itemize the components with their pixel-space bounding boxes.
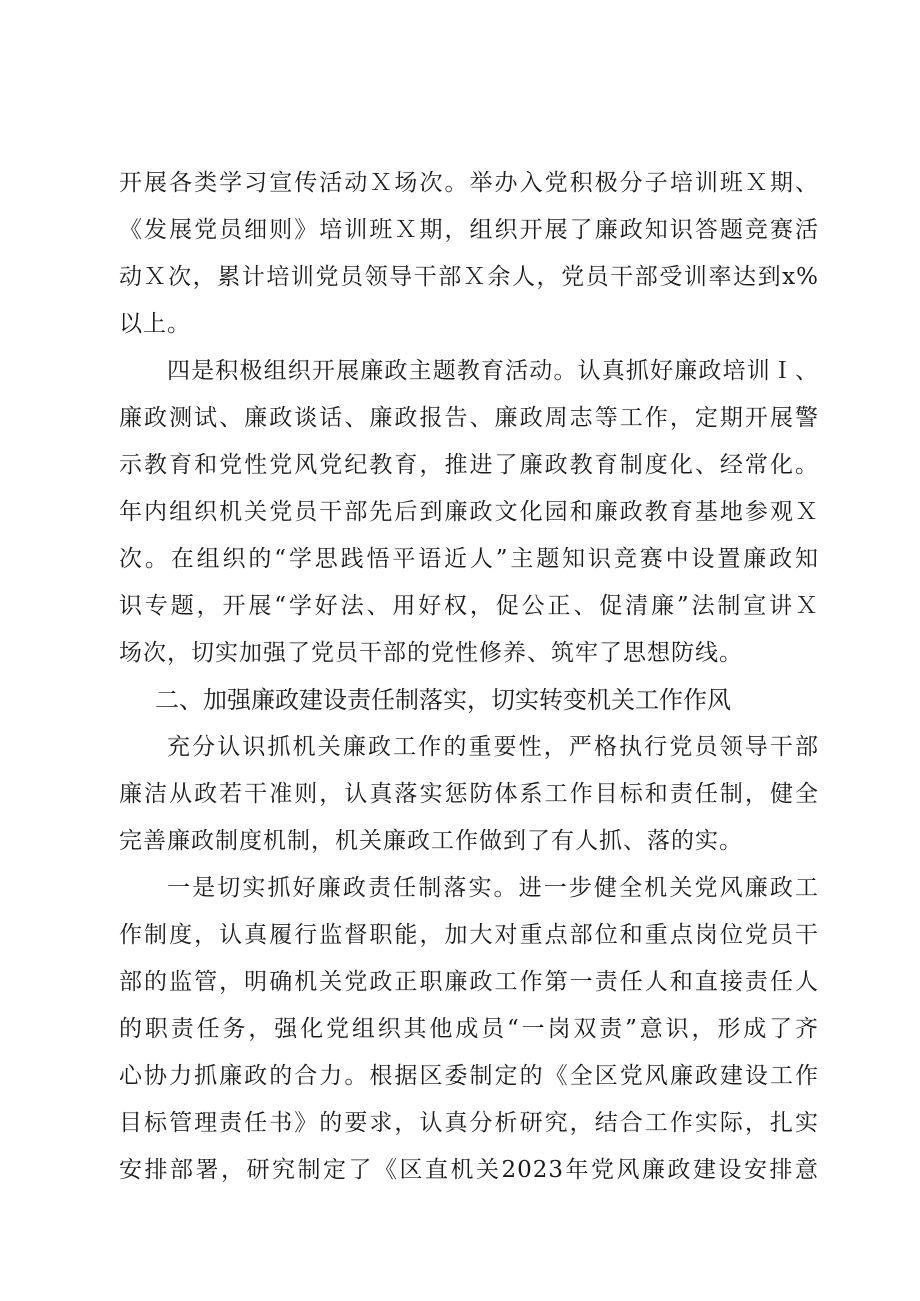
text-line: 作制度，认真履行监督职能，加大对重点部位和重点岗位党员干 bbox=[119, 922, 819, 948]
text-line: 目标管理责任书》的要求，认真分析研究，结合工作实际，扎实 bbox=[119, 1110, 819, 1136]
text-line: 部的监管，明确机关党政正职廉政工作第一责任人和直接责任人 bbox=[119, 969, 819, 995]
text-line: 场次，切实加强了党员干部的党性修养、筑牢了思想防线。 bbox=[119, 640, 743, 666]
section-heading-text: 二、加强廉政建设责任制落实，切实转变机关工作作风 bbox=[155, 686, 731, 714]
paragraph bbox=[119, 865, 819, 1194]
text-line: 四是积极组织开展廉政主题教育活动。认真抓好廉政培训Ｉ、 bbox=[167, 358, 819, 384]
text-line: 的职责任务，强化党组织其他成员“一岗双责”意识，形成了齐 bbox=[119, 1016, 819, 1042]
paragraph bbox=[119, 160, 819, 348]
text-line: 开展各类学习宣传活动Ｘ场次。举办入党积极分子培训班Ｘ期、 bbox=[119, 170, 819, 196]
text-line: 心协力抓廉政的合力。根据区委制定的《全区党风廉政建设工作 bbox=[119, 1063, 819, 1089]
text-line: 廉洁从政若干准则，认真落实惩防体系工作目标和责任制，健全 bbox=[119, 781, 819, 807]
text-line: 完善廉政制度机制，机关廉政工作做到了有人抓、落的实。 bbox=[119, 828, 743, 854]
text-line: 示教育和党性党风党纪教育，推进了廉政教育制度化、经常化。 bbox=[119, 452, 819, 478]
text-line: 识专题，开展“学好法、用好权，促公正、促清廉”法制宣讲Ｘ bbox=[119, 593, 819, 619]
text-line: 动Ｘ次，累计培训党员领导干部Ｘ余人，党员干部受训率达到x% bbox=[119, 264, 819, 290]
section-heading bbox=[119, 677, 819, 724]
text-line: 次。在组织的“学思践悟平语近人”主题知识竞赛中设置廉政知 bbox=[119, 546, 819, 572]
text-line: 年内组织机关党员干部先后到廉政文化园和廉政教育基地参观Ｘ bbox=[119, 499, 819, 525]
text-line: 廉政测试、廉政谈话、廉政报告、廉政周志等工作，定期开展警 bbox=[119, 405, 819, 431]
text-line: 一是切实抓好廉政责任制落实。进一步健全机关党风廉政工 bbox=[167, 875, 819, 901]
text-line: 安排部署，研究制定了《区直机关2023年党风廉政建设安排意 bbox=[119, 1157, 819, 1183]
text-line: 以上。 bbox=[119, 311, 191, 337]
paragraph bbox=[119, 348, 819, 677]
paragraph bbox=[119, 724, 819, 865]
text-line: 《发展党员细则》培训班Ｘ期，组织开展了廉政知识答题竞赛活 bbox=[119, 217, 819, 243]
text-line: 充分认识抓机关廉政工作的重要性，严格执行党员领导干部 bbox=[167, 734, 819, 760]
document-body bbox=[119, 160, 819, 1194]
